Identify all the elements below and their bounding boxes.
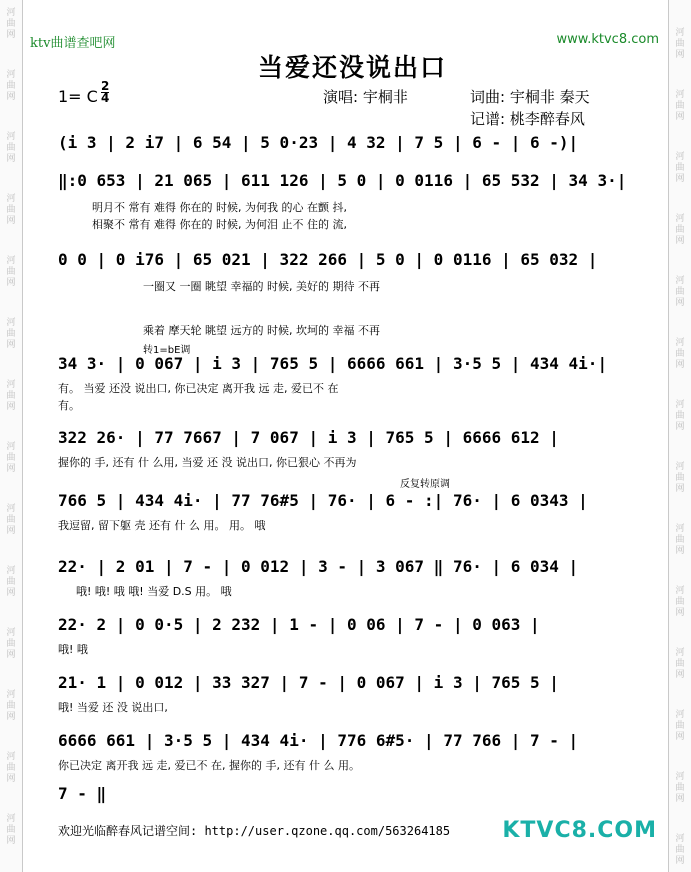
- score-row-5: 322 26· | 77 7667 | 7 067 | i 3 | 765 5 | 6666 612 |: [58, 428, 559, 447]
- watermark-glyph: 河 曲 网: [6, 380, 16, 412]
- watermark-glyph: 河 曲 网: [675, 834, 685, 866]
- return-key-note: 反复转原调: [400, 479, 450, 490]
- watermark-glyph: 河 曲 网: [6, 566, 16, 598]
- watermark-glyph: 河 曲 网: [6, 8, 16, 40]
- lyric-row-4b: 有。: [58, 399, 80, 412]
- time-signature-bottom: 4: [101, 91, 110, 105]
- watermark-glyph: 河 曲 网: [6, 70, 16, 102]
- watermark-glyph: 河 曲 网: [675, 338, 685, 370]
- watermark-glyph: 河 曲 网: [675, 462, 685, 494]
- composer-credit: 词曲: 宇桐非 秦天: [470, 88, 590, 106]
- score-row-10: 6666 661 | 3·5 5 | 434 4i· | 776 6#5· | 77 766 | 7 - |: [58, 731, 579, 750]
- lyric-row-2a: 明月不 常有 难得 你在的 时候, 为何我 的心 在颤 抖,: [92, 201, 347, 214]
- watermark-glyph: 河 曲 网: [675, 710, 685, 742]
- watermark-glyph: 河 曲 网: [675, 586, 685, 618]
- lyric-row-4a: 有。 当爱 还没 说出口, 你已决定 离开我 远 走, 爱已不 在: [58, 382, 339, 395]
- lyric-row-9a: 哦! 当爱 还 没 说出口,: [58, 701, 168, 714]
- watermark-glyph: 河 曲 网: [6, 814, 16, 846]
- left-watermark-border: [0, 0, 23, 872]
- score-row-7: 22· | 2 01 | 7 - | 0 012 | 3 - | 3 067 ‖ 76· | 6 034 |: [58, 557, 579, 576]
- ktvc8-logo: [502, 818, 657, 843]
- lyric-row-3b: 乘着 摩天轮 眺望 远方的 时候, 坎坷的 幸福 不再: [143, 324, 380, 337]
- watermark-glyph: 河 曲 网: [6, 628, 16, 660]
- watermark-glyph: 河 曲 网: [6, 256, 16, 288]
- score-row-3: 0 0 | 0 i76 | 65 021 | 322 266 | 5 0 | 0 0116 | 65 032 |: [58, 250, 598, 269]
- watermark-glyph: 河 曲 网: [675, 400, 685, 432]
- key-signature: 1= C: [58, 87, 98, 106]
- lyric-row-6a: 我逗留, 留下躯 壳 还有 什 么 用。 用。 哦: [58, 519, 266, 532]
- time-signature: [101, 81, 109, 104]
- score-row-9: 21· 1 | 0 012 | 33 327 | 7 - | 0 067 | i 3 | 765 5 |: [58, 673, 559, 692]
- logo-text: KTVC8.COM: [502, 818, 657, 843]
- site-name-left[interactable]: ktv曲谱查吧网: [30, 36, 116, 51]
- watermark-glyph: 河 曲 网: [6, 194, 16, 226]
- score-row-1: (i 3 | 2 i7 | 6 54 | 5 0·23 | 4 32 | 7 5 | 6 - | 6 -)|: [58, 133, 579, 152]
- time-signature-top: 2: [101, 79, 110, 93]
- song-title: 当爱还没说出口: [258, 53, 448, 82]
- watermark-glyph: 河 曲 网: [6, 132, 16, 164]
- lyric-row-7a: 哦! 哦! 哦 哦! 当爱 D.S 用。 哦: [76, 585, 232, 598]
- footer-link-text[interactable]: 欢迎光临醉春风记谱空间: http://user.qzone.qq.com/563264185: [58, 824, 451, 838]
- watermark-glyph: 河 曲 网: [675, 524, 685, 556]
- lyric-row-2b: 相聚不 常有 难得 你在的 时候, 为何泪 止不 住的 流,: [92, 218, 347, 231]
- watermark-glyph: 河 曲 网: [675, 28, 685, 60]
- lyric-row-5a: 握你的 手, 还有 什 么用, 当爱 还 没 说出口, 你已狠心 不再为: [58, 456, 357, 469]
- lyric-row-3a: 一圈又 一圈 眺望 幸福的 时候, 美好的 期待 不再: [143, 280, 380, 293]
- watermark-glyph: 河 曲 网: [6, 318, 16, 350]
- score-row-8: 22· 2 | 0 0·5 | 2 232 | 1 - | 0 06 | 7 - | 0 063 |: [58, 615, 540, 634]
- watermark-glyph: 河 曲 网: [675, 772, 685, 804]
- watermark-glyph: 河 曲 网: [675, 152, 685, 184]
- watermark-glyph: 河 曲 网: [6, 752, 16, 784]
- score-row-4: 34 3· | 0 067 | i 3 | 765 5 | 6666 661 | 3·5 5 | 434 4i·|: [58, 354, 608, 373]
- score-row-2: ‖:0 653 | 21 065 | 611 126 | 5 0 | 0 0116 | 65 532 | 34 3·|: [58, 171, 627, 190]
- singer-credit: 演唱: 宇桐非: [323, 88, 408, 106]
- modulation-note: 转1=bE调: [143, 345, 191, 356]
- watermark-glyph: 河 曲 网: [675, 276, 685, 308]
- watermark-glyph: 河 曲 网: [675, 90, 685, 122]
- watermark-glyph: 河 曲 网: [6, 690, 16, 722]
- lyric-row-10a: 你已决定 离开我 远 走, 爱已不 在, 握你的 手, 还有 什 么 用。: [58, 759, 360, 772]
- score-row-6: 766 5 | 434 4i· | 77 76#5 | 76· | 6 - :| 76· | 6 0343 |: [58, 491, 588, 510]
- site-url-right[interactable]: www.ktvc8.com: [556, 32, 659, 47]
- watermark-glyph: 河 曲 网: [6, 442, 16, 474]
- transcriber-credit: 记谱: 桃李醉春风: [470, 110, 585, 128]
- watermark-glyph: 河 曲 网: [675, 648, 685, 680]
- score-row-11: 7 - ‖: [58, 784, 107, 803]
- lyric-row-8a: 哦! 哦: [58, 643, 88, 656]
- watermark-glyph: 河 曲 网: [6, 504, 16, 536]
- watermark-glyph: 河 曲 网: [675, 214, 685, 246]
